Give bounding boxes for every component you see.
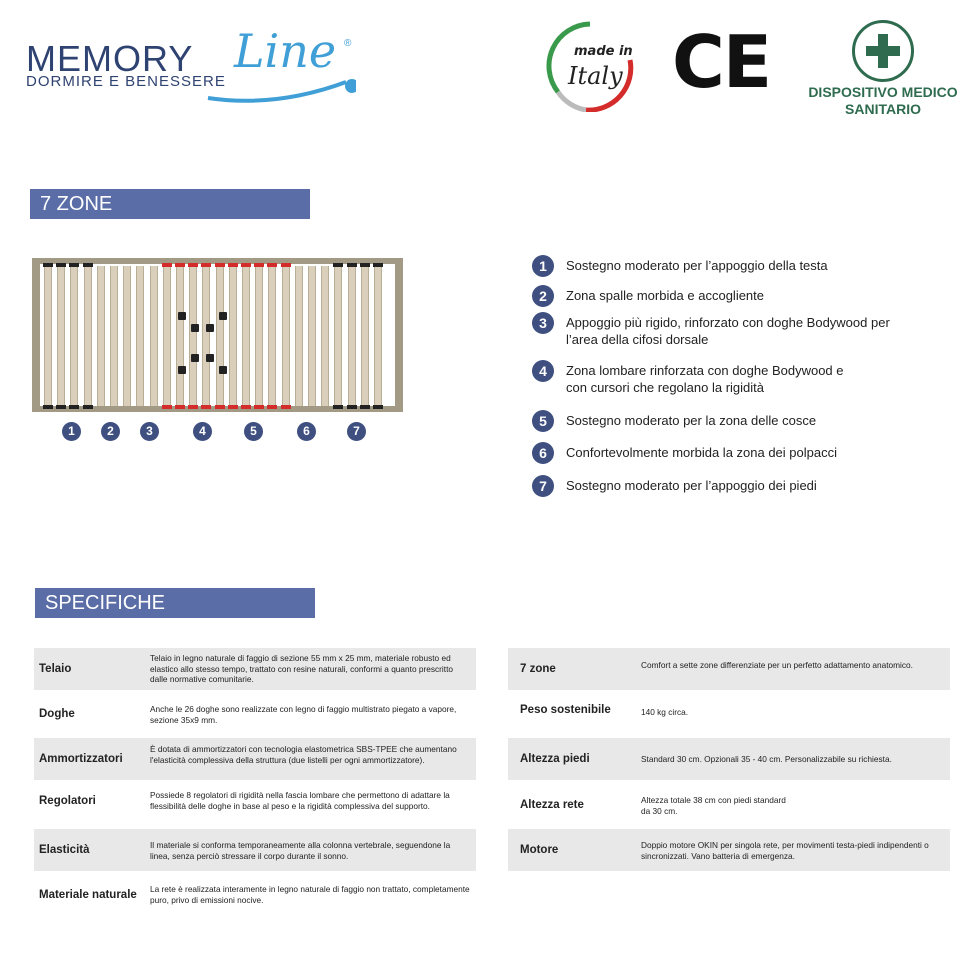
spec-row-altezza-rete <box>508 784 950 826</box>
slat-cap <box>228 263 238 267</box>
slat-cap <box>267 405 277 409</box>
spec-label: Altezza piedi <box>520 753 590 765</box>
zone-number-badge: 5 <box>244 422 263 441</box>
slat-cap <box>56 405 66 409</box>
slat <box>202 266 210 406</box>
medico-line1: DISPOSITIVO MEDICO <box>808 84 958 100</box>
rigidity-cursor <box>178 312 186 320</box>
legend-badge-6: 6 <box>532 442 554 464</box>
legend-text-4: Zona lombare rinforzata con doghe Bodywood e con cursori che regolano la rigidità <box>566 363 844 395</box>
slat-cap <box>69 263 79 267</box>
slat <box>374 266 382 406</box>
medical-cross-icon <box>852 20 914 82</box>
legend-badge-4: 4 <box>532 360 554 382</box>
slat-cap <box>56 263 66 267</box>
slat-cap <box>241 263 251 267</box>
slat-cap <box>188 405 198 409</box>
slat-cap <box>347 263 357 267</box>
spec-value: Altezza totale 38 cm con piedi standard da 30 cm. <box>641 795 786 816</box>
slat-cap <box>201 263 211 267</box>
zones-section-title: 7 ZONE <box>30 189 310 219</box>
specs-section-title: SPECIFICHE <box>35 588 315 618</box>
slat-cap <box>69 405 79 409</box>
slat-cap <box>162 263 172 267</box>
slat-cap <box>360 263 370 267</box>
rigidity-cursor <box>219 312 227 320</box>
spec-label: Regolatori <box>39 795 96 807</box>
logo-registered-mark: ® <box>344 38 352 49</box>
zone-number-badge: 4 <box>193 422 212 441</box>
legend-text-7: Sostegno moderato per l’appoggio dei piedi <box>566 478 817 493</box>
made-in-italy-badge-icon <box>546 20 634 112</box>
legend-badge-1: 1 <box>532 255 554 277</box>
spec-row-altezza-piedi <box>508 738 950 780</box>
slat <box>123 266 131 406</box>
slat-cap <box>267 263 277 267</box>
slat <box>334 266 342 406</box>
slat <box>268 266 276 406</box>
dispositivo-medico-badge <box>796 18 970 118</box>
slat-cap <box>83 405 93 409</box>
spec-row-doghe <box>34 694 476 734</box>
slat-cap <box>373 263 383 267</box>
bed-frame-diagram <box>32 258 403 412</box>
slat <box>189 266 197 406</box>
slat-cap <box>201 405 211 409</box>
slat <box>348 266 356 406</box>
slat <box>57 266 65 406</box>
legend-badge-5: 5 <box>532 410 554 432</box>
spec-label: Materiale naturale <box>39 889 137 901</box>
slats-container <box>44 266 391 406</box>
rigidity-cursor <box>219 366 227 374</box>
spec-row-7-zone <box>508 648 950 690</box>
medico-line2: SANITARIO <box>845 101 921 117</box>
slat <box>110 266 118 406</box>
slat-cap <box>43 263 53 267</box>
slat <box>136 266 144 406</box>
logo-memory-text: MEMORY <box>26 38 194 79</box>
spec-value: Possiede 8 regolatori di rigidità nella fascia lombare che permettono di adattare la flessibilità delle doghe in base al peso e la rigidità complessiva del supporto. <box>150 790 450 811</box>
slat <box>84 266 92 406</box>
slat <box>321 266 329 406</box>
slat-cap <box>333 263 343 267</box>
slat-cap <box>241 405 251 409</box>
slat-cap <box>175 405 185 409</box>
spec-value: La rete è realizzata interamente in legno naturale di faggio non trattato, completamente puro, privo di emissioni nocive. <box>150 884 470 905</box>
logo-line-text: Line <box>234 24 337 78</box>
slat-cap <box>215 405 225 409</box>
logo-tagline: DORMIRE E BENESSERE <box>26 73 226 90</box>
ce-mark-icon: CE <box>672 20 771 104</box>
spec-row-motore <box>508 829 950 871</box>
zone-number-badge: 6 <box>297 422 316 441</box>
slat <box>176 266 184 406</box>
legend-badge-7: 7 <box>532 475 554 497</box>
spec-label: Ammortizzatori <box>39 753 123 765</box>
spec-label: 7 zone <box>520 663 556 675</box>
slat <box>163 266 171 406</box>
memoryline-logo <box>26 24 356 104</box>
spec-row-regolatori <box>34 784 476 824</box>
legend-badge-2: 2 <box>532 285 554 307</box>
spec-value: Doppio motore OKIN per singola rete, per movimenti testa-piedi indipendenti o sincronizzati. Vano batteria di emergenza. <box>641 840 929 861</box>
legend-text-5: Sostegno moderato per la zona delle cosce <box>566 413 817 428</box>
slat-cap <box>162 405 172 409</box>
slat-cap <box>43 405 53 409</box>
slat <box>229 266 237 406</box>
spec-row-peso-sostenibile <box>508 692 950 732</box>
legend-text-6: Confortevolmente morbida la zona dei polpacci <box>566 445 837 460</box>
slat-cap <box>215 263 225 267</box>
rigidity-cursor <box>191 354 199 362</box>
spec-label: Telaio <box>39 663 72 675</box>
slat <box>242 266 250 406</box>
slat-cap <box>254 405 264 409</box>
spec-value: Comfort a sette zone differenziate per un perfetto adattamento anatomico. <box>641 660 913 670</box>
slat-cap <box>228 405 238 409</box>
slat-cap <box>347 405 357 409</box>
spec-label: Motore <box>520 844 559 856</box>
slat <box>295 266 303 406</box>
slat-cap <box>333 405 343 409</box>
made-in-text: made in <box>574 44 633 59</box>
slat-cap <box>373 405 383 409</box>
spec-label: Elasticità <box>39 844 90 856</box>
spec-value: Standard 30 cm. Opzionali 35 - 40 cm. Personalizzabile su richiesta. <box>641 754 892 764</box>
legend-text-3: Appoggio più rigido, rinforzato con doghe Bodywood per l’area della cifosi dorsale <box>566 315 890 347</box>
rigidity-cursor <box>178 366 186 374</box>
slat-cap <box>360 405 370 409</box>
legend-text-1: Sostegno moderato per l’appoggio della testa <box>566 258 828 273</box>
spec-label: Altezza rete <box>520 799 584 811</box>
spec-label: Doghe <box>39 708 75 720</box>
spec-value: È dotata di ammortizzatori con tecnologia elastometrica SBS-TPEE che aumentano l'elasticità complessiva della struttura (due listelli per ogni ammortizzatore). <box>150 744 457 765</box>
slat <box>44 266 52 406</box>
slat-cap <box>83 263 93 267</box>
slat <box>70 266 78 406</box>
zone-number-badge: 1 <box>62 422 81 441</box>
spec-row-ammortizzatori <box>34 738 476 780</box>
slat-cap <box>188 263 198 267</box>
zone-number-badge: 2 <box>101 422 120 441</box>
spec-row-materiale-naturale <box>34 875 476 915</box>
slat <box>255 266 263 406</box>
rigidity-cursor <box>206 354 214 362</box>
logo-swoosh-icon <box>206 64 356 104</box>
slat-cap <box>281 405 291 409</box>
rigidity-cursor <box>206 324 214 332</box>
zone-number-badge: 3 <box>140 422 159 441</box>
legend-badge-3: 3 <box>532 312 554 334</box>
slat <box>308 266 316 406</box>
slat <box>282 266 290 406</box>
spec-value: Il materiale si conforma temporaneamente alla colonna vertebrale, seguendone la linea, senza perciò stressare il corpo durante il sonno. <box>150 840 451 861</box>
spec-row-telaio <box>34 648 476 690</box>
zone-number-badge: 7 <box>347 422 366 441</box>
slat-cap <box>254 263 264 267</box>
rigidity-cursor <box>191 324 199 332</box>
legend-text-2: Zona spalle morbida e accogliente <box>566 288 765 303</box>
spec-value: 140 kg circa. <box>641 707 689 717</box>
slat <box>97 266 105 406</box>
slat-cap <box>281 263 291 267</box>
spec-label: Peso sostenibile <box>520 704 611 716</box>
spec-value: Anche le 26 doghe sono realizzate con legno di faggio multistrato piegato a vapore, sezione 35x9 mm. <box>150 704 457 725</box>
italy-text: Italy <box>568 62 623 90</box>
slat <box>216 266 224 406</box>
slat-cap <box>175 263 185 267</box>
slat <box>150 266 158 406</box>
slat <box>361 266 369 406</box>
spec-row-elasticita <box>34 829 476 871</box>
spec-value: Telaio in legno naturale di faggio di sezione 55 mm x 25 mm, materiale robusto ed elastico allo stesso tempo, trattato con resine naturali, conformi a quanto prescritto dalle normative comunitarie. <box>150 653 453 684</box>
